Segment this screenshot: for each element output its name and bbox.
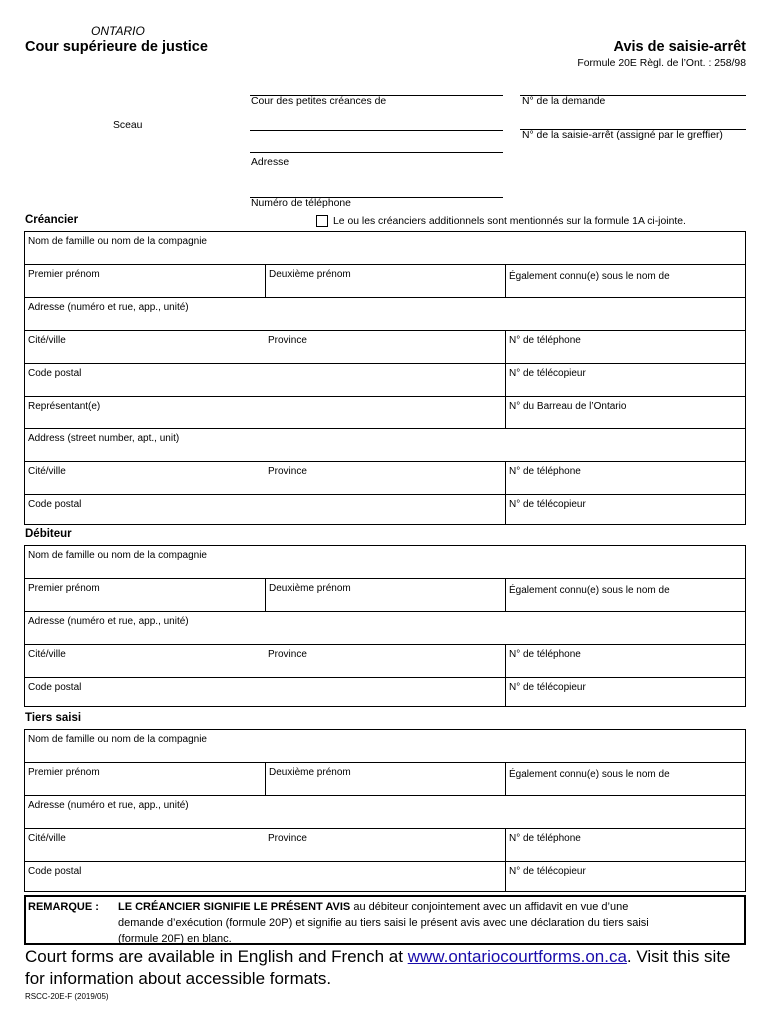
creditor-rep-field[interactable]	[25, 397, 505, 429]
creditor-address-field[interactable]	[25, 298, 745, 331]
creditor-postal-label: Code postal	[28, 368, 82, 379]
form-title: Avis de saisie-arrêt	[613, 39, 746, 55]
seal-label: Sceau	[113, 120, 143, 131]
creditor-fax-label: N° de télécopieur	[509, 368, 586, 379]
note-bold-text: LE CRÉANCIER SIGNIFIE LE PRÉSENT AVIS	[118, 901, 351, 913]
rep-city-field[interactable]	[25, 462, 265, 495]
debtor-postal-label: Code postal	[28, 682, 82, 693]
garnishee-last-name-field[interactable]	[25, 730, 745, 762]
debtor-second-name-field[interactable]	[265, 579, 505, 612]
garnishee-first-name-field[interactable]	[25, 763, 265, 796]
creditor-city-field[interactable]	[25, 331, 265, 364]
note-text-2: demande d’exécution (formule 20P) et signifie au tiers saisi le présent avis avec une déclaration du tiers saisi	[118, 917, 649, 929]
rep-fax-field[interactable]	[505, 495, 745, 525]
debtor-last-name-label: Nom de famille ou nom de la compagnie	[28, 550, 207, 561]
note-box	[24, 895, 746, 945]
debtor-phone-label: N° de téléphone	[509, 649, 581, 660]
creditor-aka-field[interactable]	[505, 265, 745, 298]
court-field[interactable]	[250, 130, 503, 131]
rep-postal-field[interactable]	[25, 495, 505, 525]
creditor-first-name-field[interactable]	[25, 265, 265, 298]
garnishee-postal-label: Code postal	[28, 866, 82, 877]
forms-website-link[interactable]: www.ontariocourtforms.on.ca	[407, 947, 627, 966]
additional-creditors-checkbox[interactable]	[316, 215, 328, 227]
creditor-fax-field[interactable]	[505, 364, 745, 397]
small-claims-court-label: Cour des petites créances de	[251, 96, 387, 107]
creditor-phone-field[interactable]	[505, 331, 745, 364]
province-label: ONTARIO	[91, 24, 145, 38]
rep-city-label: Cité/ville	[28, 466, 66, 477]
debtor-fax-field[interactable]	[505, 678, 745, 707]
debtor-city-field[interactable]	[25, 645, 265, 678]
creditor-second-name-field[interactable]	[265, 265, 505, 298]
footer-notice	[25, 946, 731, 990]
creditor-second-name-label: Deuxième prénom	[269, 269, 351, 280]
creditor-lso-field[interactable]	[505, 397, 745, 429]
creditor-aka-label: Également connu(e) sous le nom de	[509, 271, 670, 282]
garnishee-address-field[interactable]	[25, 796, 745, 829]
additional-creditors-label: Le ou les créanciers additionnels sont mentionnés sur la formule 1A ci-jointe.	[333, 216, 686, 227]
debtor-box	[24, 545, 746, 707]
garnishee-fax-field[interactable]	[505, 862, 745, 892]
creditor-city-label: Cité/ville	[28, 335, 66, 346]
debtor-first-name-field[interactable]	[25, 579, 265, 612]
debtor-address-field[interactable]	[25, 612, 745, 645]
creditor-last-name-label: Nom de famille ou nom de la compagnie	[28, 236, 207, 247]
rep-address-label: Address (street number, apt., unit)	[28, 433, 180, 444]
creditor-phone-label: N° de téléphone	[509, 335, 581, 346]
garnishee-last-name-label: Nom de famille ou nom de la compagnie	[28, 734, 207, 745]
debtor-postal-field[interactable]	[25, 678, 505, 707]
creditor-rep-label: Représentant(e)	[28, 401, 101, 412]
garnishee-second-name-label: Deuxième prénom	[269, 767, 351, 778]
creditor-province-field[interactable]	[265, 331, 505, 364]
garnishee-box	[24, 729, 746, 892]
rep-phone-field[interactable]	[505, 462, 745, 495]
garnishee-second-name-field[interactable]	[265, 763, 505, 796]
creditor-province-label: Province	[268, 335, 307, 346]
garnishee-province-field[interactable]	[265, 829, 505, 862]
footer-text-before: Court forms are available in English and French at	[25, 947, 408, 966]
footer-text-after: . Visit this site	[626, 947, 731, 966]
debtor-province-label: Province	[268, 649, 307, 660]
rep-province-field[interactable]	[265, 462, 505, 495]
debtor-address-label: Adresse (numéro et rue, app., unité)	[28, 616, 189, 627]
creditor-lso-label: N° du Barreau de l’Ontario	[509, 401, 627, 412]
court-name: Cour supérieure de justice	[25, 39, 208, 55]
garnishee-address-label: Adresse (numéro et rue, app., unité)	[28, 800, 189, 811]
phone-number-label: Numéro de téléphone	[251, 198, 351, 209]
creditor-last-name-field[interactable]	[25, 232, 745, 264]
garnishee-fax-label: N° de télécopieur	[509, 866, 586, 877]
debtor-province-field[interactable]	[265, 645, 505, 678]
creditor-postal-field[interactable]	[25, 364, 505, 397]
debtor-phone-field[interactable]	[505, 645, 745, 678]
note-text-3: (formule 20F) en blanc.	[118, 933, 232, 945]
garnishee-aka-field[interactable]	[505, 763, 745, 796]
garnishee-phone-label: N° de téléphone	[509, 833, 581, 844]
rep-fax-label: N° de télécopieur	[509, 499, 586, 510]
garnishee-phone-field[interactable]	[505, 829, 745, 862]
creditor-address-label: Adresse (numéro et rue, app., unité)	[28, 302, 189, 313]
rep-address-field[interactable]	[25, 429, 745, 462]
garnishee-postal-field[interactable]	[25, 862, 505, 892]
address-label: Adresse	[251, 157, 290, 168]
garnishee-title: Tiers saisi	[25, 712, 82, 724]
debtor-city-label: Cité/ville	[28, 649, 66, 660]
garnishee-first-name-label: Premier prénom	[28, 767, 100, 778]
rep-phone-label: N° de téléphone	[509, 466, 581, 477]
debtor-first-name-label: Premier prénom	[28, 583, 100, 594]
creditor-title: Créancier	[25, 214, 79, 226]
note-label: REMARQUE :	[28, 901, 99, 913]
garnishee-aka-label: Également connu(e) sous le nom de	[509, 769, 670, 780]
debtor-aka-label: Également connu(e) sous le nom de	[509, 585, 670, 596]
rep-province-label: Province	[268, 466, 307, 477]
debtor-title: Débiteur	[25, 528, 72, 540]
form-code: RSCC-20E-F (2019/05)	[25, 992, 109, 1001]
creditor-box	[24, 231, 746, 525]
footer-line-2: for information about accessible formats.	[25, 969, 332, 988]
garnishee-city-field[interactable]	[25, 829, 265, 862]
creditor-first-name-label: Premier prénom	[28, 269, 100, 280]
debtor-fax-label: N° de télécopieur	[509, 682, 586, 693]
garnishment-number-label: N° de la saisie-arrêt (assigné par le greffier)	[522, 130, 723, 141]
debtor-second-name-label: Deuxième prénom	[269, 583, 351, 594]
garnishee-city-label: Cité/ville	[28, 833, 66, 844]
note-text-1: au débiteur conjointement avec un affidavit en vue d’une	[350, 901, 629, 913]
debtor-aka-field[interactable]	[505, 579, 745, 612]
debtor-last-name-field[interactable]	[25, 546, 745, 578]
form-number: Formule 20E Règl. de l’Ont. : 258/98	[577, 58, 746, 69]
claim-number-label: N° de la demande	[522, 96, 606, 107]
rep-postal-label: Code postal	[28, 499, 82, 510]
garnishee-province-label: Province	[268, 833, 307, 844]
